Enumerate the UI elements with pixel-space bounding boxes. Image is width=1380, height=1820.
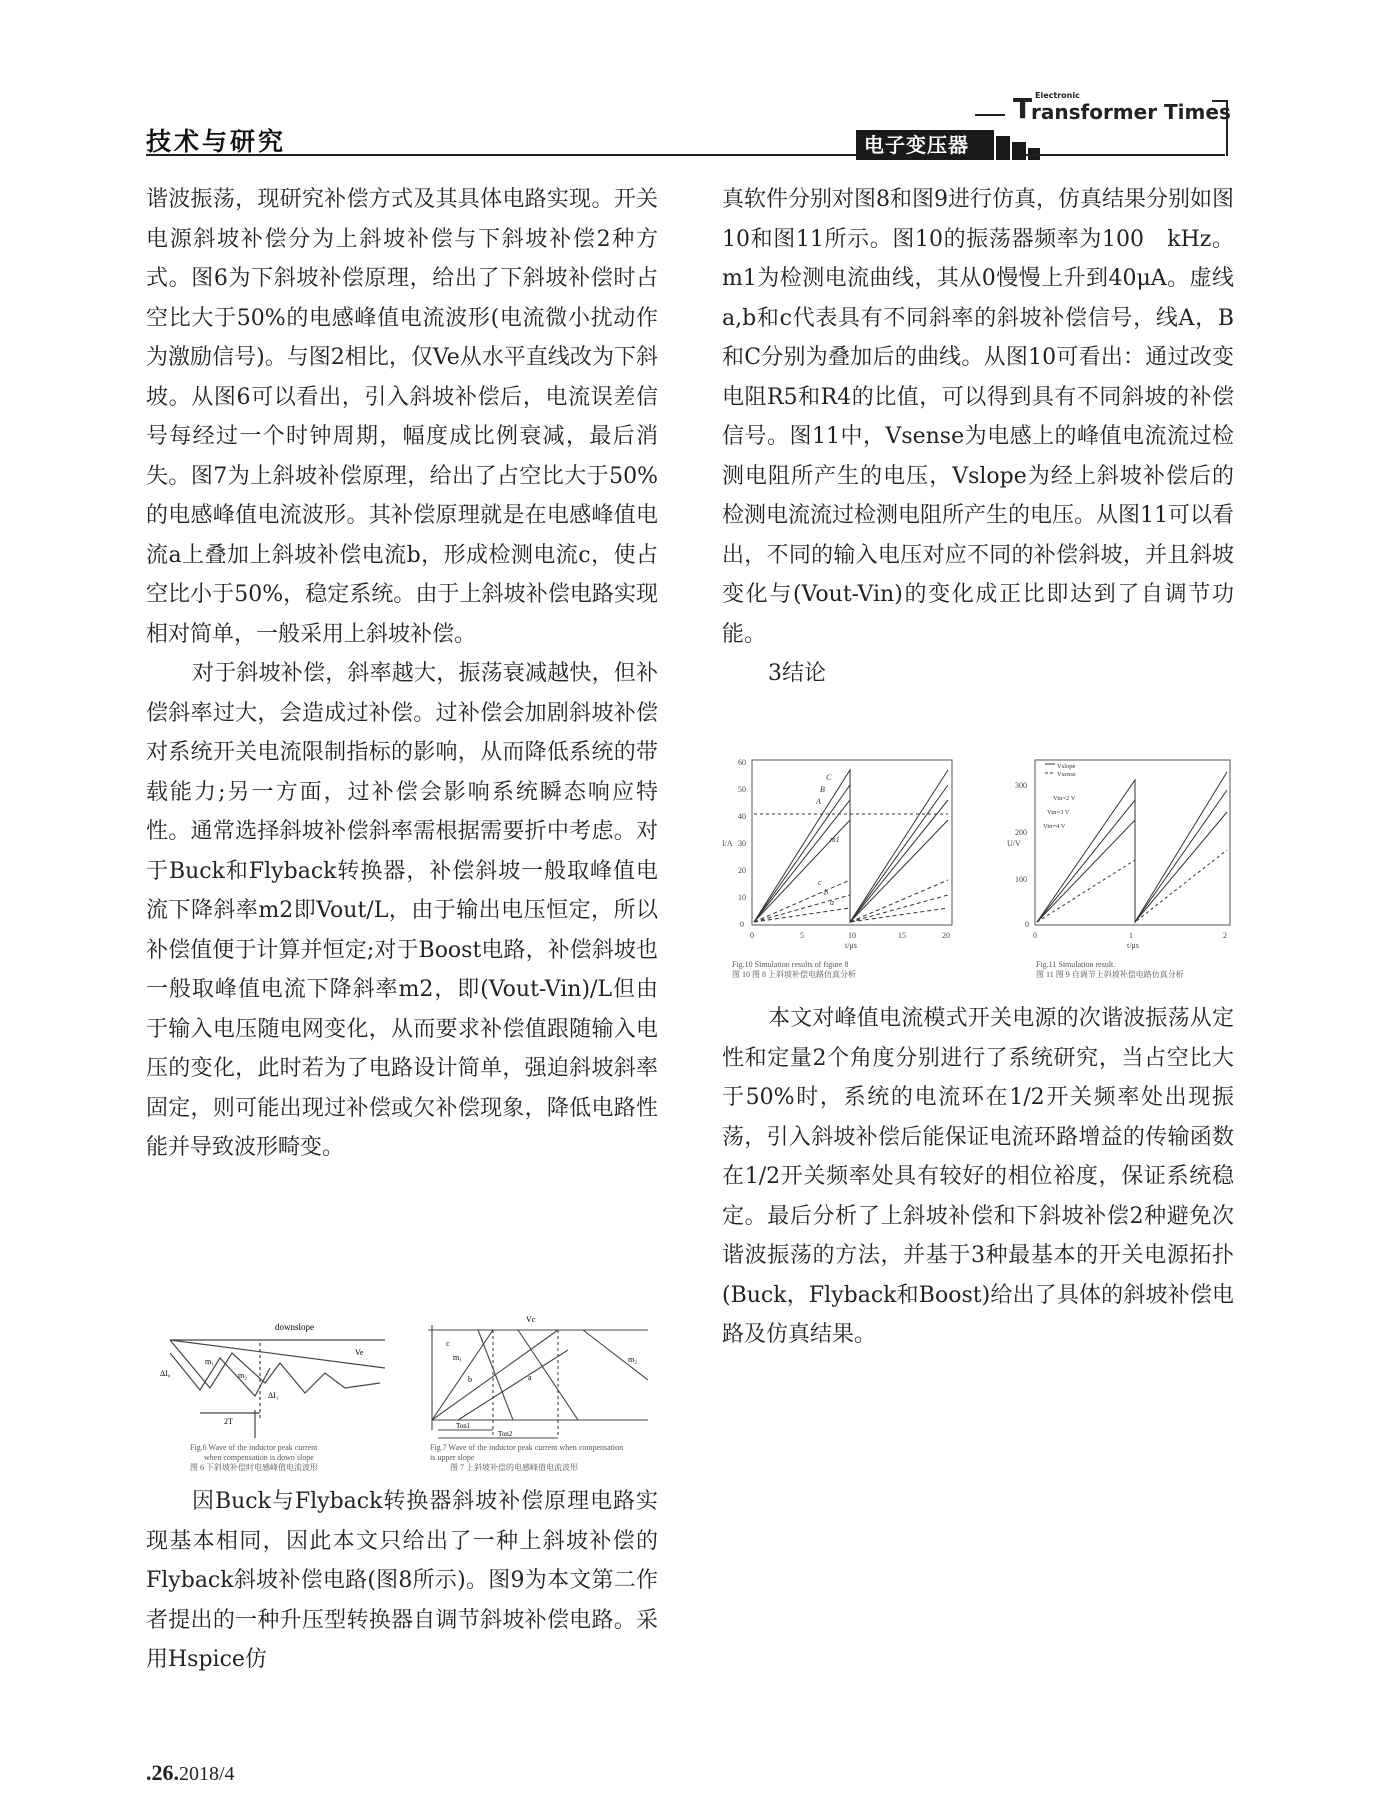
header-bracket [1212, 100, 1228, 156]
journal-logo-cn: 电子变压器 [856, 130, 982, 160]
svg-text:10: 10 [848, 931, 856, 940]
fig10-xlabel: t/μs [845, 941, 857, 950]
paragraph: 谐波振荡，现研究补偿方式及其具体电路实现。开关电源斜坡补偿分为上斜坡补偿与下斜坡补偿2种方式。图6为下斜坡补偿原理，给出了下斜坡补偿时占空比大于50%的电感峰值电流波形(电流微小扰动作为激励信号)。与图2相比，仅Ve从水平直线改为下斜坡。从图6可以看出，引入斜坡补偿后，电流误差信号每经过一个时钟周期，幅度成比例衰减，最后消失。图7为上斜坡补偿原理，给出了占空比大于50%的电感峰值电流波形。其补偿原理就是在电感峰值电流a上叠加上斜坡补偿电流b，形成检测电流c，使占空比小于50%，稳定系统。由于上斜坡补偿电路实现相对简单，一般采用上斜坡补偿。 [146, 187, 658, 647]
fig10-caption: Fig.10 Simulation results of figure 8 图 10 图 8 上斜坡补偿电路仿真分析 [732, 960, 856, 979]
svg-text:0: 0 [1033, 931, 1037, 940]
fig11-legend-sense: Vsense [1057, 771, 1076, 778]
fig7-caption: Fig.7 Wave of the inductor peak current when compensation is upper slope 图 7 上斜坡补偿的电感峰值电流波形 [430, 1443, 624, 1472]
svg-text:0: 0 [740, 920, 744, 929]
svg-text:20: 20 [738, 866, 746, 875]
right-column-top [722, 180, 1234, 694]
svg-text:200: 200 [1015, 828, 1027, 837]
header-rule [146, 154, 856, 156]
fig7-m2: m₂ [628, 1355, 638, 1364]
svg-text:2: 2 [1223, 931, 1227, 940]
fig10-ylabel: I/A [722, 839, 733, 848]
fig6-ve: Ve [355, 1348, 364, 1357]
fig11-curve-v4 [1037, 812, 1227, 922]
fig10-curve-m1 [754, 820, 948, 922]
paragraph: 因Buck与Flyback转换器斜坡补偿原理电路实现基本相同，因此本文只给出了一种上斜坡补偿的Flyback斜坡补偿电路(图8所示)。图9为本文第二作者提出的一种升压型转换器自调节斜坡补偿电路。采用Hspice仿 [146, 1489, 658, 1672]
fig11-xlabel: t/μs [1127, 941, 1139, 950]
svg-text:100: 100 [1015, 875, 1027, 884]
fig11-v3: Vin=3 V [1047, 809, 1070, 816]
svg-text:0: 0 [1025, 920, 1029, 929]
fig11-v2: Vin=2 V [1053, 795, 1076, 802]
fig10-C: C [826, 773, 832, 782]
fig11-ylabel: U/V [1007, 839, 1021, 848]
svg-text:20: 20 [942, 931, 950, 940]
figure-7 [418, 1310, 658, 1458]
fig10-curve-B [754, 785, 948, 922]
paragraph: 对于斜坡补偿，斜率越大，振荡衰减越快，但补偿斜率过大，会造成过补偿。过补偿会加剧斜坡补偿对系统开关电流限制指标的影响，从而降低系统的带载能力;另一方面，过补偿会影响系统瞬态响应特性。通常选择斜坡补偿斜率需根据需要折中考虑。对于Buck和Flyback转换器，补偿斜坡一般取峰值电流下降斜率m2即Vout/L，由于输出电压恒定，所以补偿值便于计算并恒定;对于Boost电路，补偿斜坡也一般取峰值电流下降斜率m2，即(Vout-Vin)/L但由于输入电压随电网变化，从而要求补偿值跟随输入电压的变化，此时若为了电路设计简单，强迫斜坡斜率固定，则可能出现过补偿或欠补偿现象，降低电路性能并导致波形畸变。 [146, 661, 658, 1160]
fig7-ton2: Ton2 [498, 1430, 513, 1438]
fig7-a: a [528, 1373, 532, 1382]
left-column-top [146, 180, 658, 1168]
fig6-downslope: downslope [275, 1322, 314, 1332]
fig6-di1: ΔI₁ [268, 1391, 279, 1400]
fig10-curve-C [754, 770, 948, 922]
svg-text:300: 300 [1015, 781, 1027, 790]
svg-text:15: 15 [898, 931, 906, 940]
fig10-a: a [830, 898, 834, 907]
fig11-v4: Vin=4 V [1043, 823, 1066, 830]
section-heading: 3结论 [768, 661, 826, 686]
fig7-c: c [446, 1339, 450, 1348]
fig10-c: c [818, 878, 822, 887]
fig11-legend-slope: Vslope [1057, 763, 1076, 770]
header-rule-right [1025, 154, 1225, 156]
fig7-ton1: Ton1 [456, 1422, 471, 1430]
fig7-m1: m₁ [453, 1353, 463, 1362]
fig6-2t: 2T [224, 1417, 233, 1426]
svg-text:60: 60 [738, 758, 746, 767]
svg-text:50: 50 [738, 785, 746, 794]
paragraph: 本文对峰值电流模式开关电源的次谐波振荡从定性和定量2个角度分别进行了系统研究，当占空比大于50%时，系统的电流环在1/2开关频率处出现振荡，引入斜坡补偿后能保证电流环路增益的传输函数在1/2开关频率处具有较好的相位裕度，保证系统稳定。最后分析了上斜坡补偿和下斜坡补偿2种避免次谐波振荡的方法，并基于3种最基本的开关电源拓扑(Buck，Flyback和Boost)给出了具体的斜坡补偿电路及仿真结果。 [722, 1006, 1234, 1347]
fig7-vc: Vc [526, 1315, 536, 1324]
fig6-m2: m₂ [238, 1371, 248, 1380]
fig10-m1: m1 [830, 835, 840, 844]
right-column-bottom [722, 999, 1234, 1355]
fig10-curve-A [754, 800, 948, 922]
fig7-b: b [468, 1375, 472, 1384]
svg-text:30: 30 [738, 839, 746, 848]
journal-masthead: T Electronic ransformer Times [975, 94, 1210, 124]
svg-text:1: 1 [1129, 931, 1133, 940]
fig10-b: b [824, 888, 828, 897]
fig10-slope-c [754, 880, 948, 922]
svg-text:10: 10 [738, 893, 746, 902]
fig6-m1: m₁ [205, 1357, 215, 1366]
figure-10 [720, 750, 960, 955]
page-number: .26.2018/4 [146, 1760, 235, 1785]
svg-text:40: 40 [738, 812, 746, 821]
svg-text:5: 5 [800, 931, 804, 940]
svg-text:0: 0 [750, 931, 754, 940]
fig10-B: B [820, 785, 825, 794]
fig6-caption: Fig.6 Wave of the inductor peak current when compensation is down slope 图 6 下斜坡补偿时电感峰值电流波形 [190, 1443, 318, 1472]
fig11-caption: Fig.11 Simulation result. 图 11 图 9 自调节上斜坡补偿电路仿真分析 [1036, 960, 1184, 979]
fig10-A: A [816, 797, 821, 806]
fig6-di: ΔI₀ [160, 1369, 171, 1378]
section-title: 技术与研究 [146, 127, 287, 156]
left-column-bottom [146, 1482, 658, 1680]
figure-11 [1005, 750, 1240, 955]
paragraph: 真软件分别对图8和图9进行仿真，仿真结果分别如图10和图11所示。图10的振荡器频率为100 kHz。m1为检测电流曲线，其从0慢慢上升到40μA。虚线a,b和c代表具有不同斜率的斜坡补偿信号，线A，B和C分别为叠加后的曲线。从图10可看出：通过改变电阻R5和R4的比值，可以得到具有不同斜坡的补偿信号。图11中，Vsense为电感上的峰值电流流过检测电阻所产生的电压，Vslope为经上斜坡补偿后的检测电流流过检测电阻所产生的电压。从图11可以看出，不同的输入电压对应不同的补偿斜坡，并且斜坡变化与(Vout-Vin)的变化成正比即达到了自调节功能。 [722, 187, 1234, 647]
